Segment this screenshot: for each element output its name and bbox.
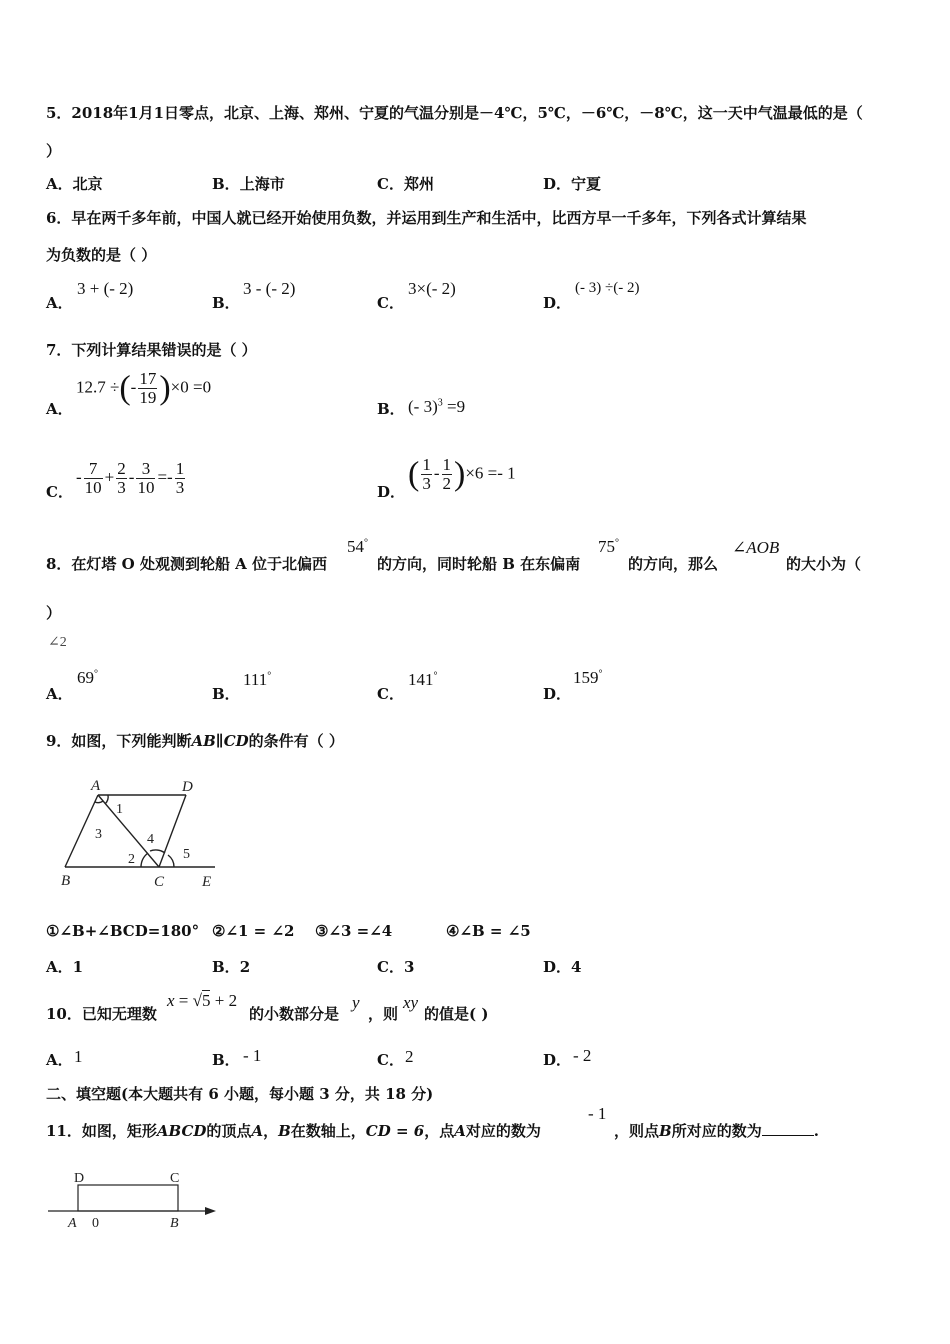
q7-stem: 7．下列计算结果错误的是（ ） xyxy=(46,341,257,359)
q9-option-a[interactable]: A．1 xyxy=(46,958,84,976)
q6-option-a-label[interactable]: A． xyxy=(46,294,73,312)
q7-option-d-expr: ( $\frac{1}{3}$ - $\frac{1}{2}$ )×6 =- 1 xyxy=(408,455,516,493)
q9-stem: 9．如图，下列能判断AB∥CD的条件有（ ） xyxy=(46,732,344,750)
q11-answer-blank[interactable] xyxy=(762,1123,814,1136)
q10-option-c-value: 2 xyxy=(405,1047,414,1066)
q8-stem-end: ） xyxy=(46,604,62,622)
q7-option-a-expr: 12.7 ÷(- $\frac{17}{19}$ )×0 =0 xyxy=(76,369,212,407)
q5-option-d[interactable]: D．宁夏 xyxy=(543,175,602,193)
q6-option-b-label[interactable]: B． xyxy=(212,294,240,312)
q6-option-c-expr: 3×(- 2) xyxy=(408,279,456,298)
q11-stem-end: ，则点B所对应的数为 . xyxy=(614,1122,819,1140)
q9-option-b[interactable]: B．2 xyxy=(212,958,251,976)
q11-point-a: A xyxy=(68,1216,77,1231)
q9-angle-3: 3 xyxy=(95,827,102,842)
q11-origin-zero: 0 xyxy=(92,1216,99,1231)
q7-option-c-label[interactable]: C． xyxy=(46,483,73,501)
q7-option-a-label[interactable]: A． xyxy=(46,400,73,418)
q5-stem: 5．2018年1月1日零点，北京、上海、郑州、宁夏的气温分别是－4℃，5℃，－6℃，－8℃，这一天中气温最低的是（ xyxy=(46,104,863,122)
q8-stem-part1: 8．在灯塔 O 处观测到轮船 A 位于北偏西 xyxy=(46,555,328,573)
q6-option-b-expr: 3 - (- 2) xyxy=(243,279,296,298)
q6-option-a-expr: 3 + (- 2) xyxy=(77,279,134,298)
q9-condition-4: ④∠B = ∠5 xyxy=(446,922,531,940)
q9-point-b: B xyxy=(61,873,71,889)
q8-degree-1: 54° xyxy=(347,537,368,556)
q10-option-a-value: 1 xyxy=(74,1047,83,1066)
q11-point-b: B xyxy=(170,1216,179,1231)
q8-option-a-label[interactable]: A． xyxy=(46,685,73,703)
q8-option-b-value: 111° xyxy=(243,670,272,689)
q9-angle-1: 1 xyxy=(116,802,123,817)
q9-angle-2: 2 xyxy=(128,852,135,867)
q9-angle-4: 4 xyxy=(147,832,154,847)
q11-point-c: C xyxy=(170,1171,180,1186)
q10-stem-post: 的值是( ) xyxy=(424,1005,489,1023)
q11-stem: 11．如图，矩形ABCD的顶点A，B在数轴上，CD = 6，点A对应的数为 xyxy=(46,1122,541,1140)
q9-condition-2: ②∠1 = ∠2 xyxy=(212,922,295,940)
q10-option-b-value: - 1 xyxy=(243,1046,262,1065)
q10-option-d-label[interactable]: D． xyxy=(543,1051,572,1069)
q11-number-line-figure xyxy=(45,1163,225,1238)
q5-option-a[interactable]: A．北京 xyxy=(46,175,103,193)
q10-stem-mid2: ，则 xyxy=(368,1005,399,1023)
q5-option-b[interactable]: B．上海市 xyxy=(212,175,285,193)
q10-option-b-label[interactable]: B． xyxy=(212,1051,240,1069)
q7-option-d-label[interactable]: D． xyxy=(377,483,406,501)
q7-option-c-expr: - $\frac{7}{10}$ + $\frac{2}{3}$ - $\frac{3}{10}$ =- $\frac{1}{3}$ xyxy=(76,459,185,497)
q6-option-d-expr: (- 3) ÷(- 2) xyxy=(575,280,640,296)
q9-point-d: D xyxy=(182,779,193,795)
q5-stem-end: ） xyxy=(46,142,62,160)
q8-stem-part2: 的方向，同时轮船 B 在东偏南 xyxy=(377,555,581,573)
q8-option-c-value: 141° xyxy=(408,670,438,689)
q10-expression: x = √5 + 2 xyxy=(167,991,238,1010)
q10-option-a-label[interactable]: A． xyxy=(46,1051,73,1069)
q9-point-c: C xyxy=(154,874,165,890)
q5-option-c[interactable]: C．郑州 xyxy=(377,175,434,193)
q6-stem-line2: 为负数的是（ ） xyxy=(46,246,157,264)
q10-y: y xyxy=(352,993,360,1012)
section-fill-in-title: 二、填空题(本大题共有 6 小题，每小题 3 分，共 18 分) xyxy=(46,1085,434,1103)
q6-option-d-label[interactable]: D． xyxy=(543,294,572,312)
q6-option-c-label[interactable]: C． xyxy=(377,294,404,312)
q8-degree-2: 75° xyxy=(598,537,619,556)
q8-stem-part3: 的方向，那么 xyxy=(628,555,719,573)
q11-point-d: D xyxy=(74,1171,85,1186)
q8-angle: ∠AOB xyxy=(732,538,780,557)
q8-stem-part4: 的大小为（ xyxy=(786,555,862,573)
q9-point-a: A xyxy=(91,778,101,794)
q8-option-c-label[interactable]: C． xyxy=(377,685,404,703)
q7-option-b-label[interactable]: B． xyxy=(377,400,405,418)
q10-option-c-label[interactable]: C． xyxy=(377,1051,404,1069)
q8-option-d-value: 159° xyxy=(573,668,603,687)
q7-option-b-expr: (- 3)$^3$ =9 xyxy=(408,397,466,416)
q8-option-a-value: 69° xyxy=(77,668,98,687)
q8-option-b-label[interactable]: B． xyxy=(212,685,240,703)
q6-stem-line1: 6．早在两千多年前，中国人就已经开始使用负数，并运用到生产和生活中，比西方早一千多年，下列各式计算结果 xyxy=(46,209,807,227)
q10-xy: xy xyxy=(403,993,419,1012)
q9-parallelogram-figure xyxy=(55,775,225,895)
q9-option-d[interactable]: D．4 xyxy=(543,958,582,976)
q10-stem-mid: 的小数部分是 xyxy=(249,1005,340,1023)
q9-point-e: E xyxy=(202,874,212,890)
q11-value-a: - 1 xyxy=(588,1104,607,1123)
q9-option-c[interactable]: C．3 xyxy=(377,958,415,976)
q8-option-d-label[interactable]: D． xyxy=(543,685,572,703)
q9-condition-3: ③∠3 =∠4 xyxy=(315,922,393,940)
q10-stem-pre: 10．已知无理数 xyxy=(46,1005,157,1023)
q9-angle-5: 5 xyxy=(183,847,190,862)
q9-condition-1: ①∠B+∠BCD=180° xyxy=(46,922,200,940)
q10-option-d-value: - 2 xyxy=(573,1046,592,1065)
q8-stray-angle: ∠2 xyxy=(48,635,67,650)
